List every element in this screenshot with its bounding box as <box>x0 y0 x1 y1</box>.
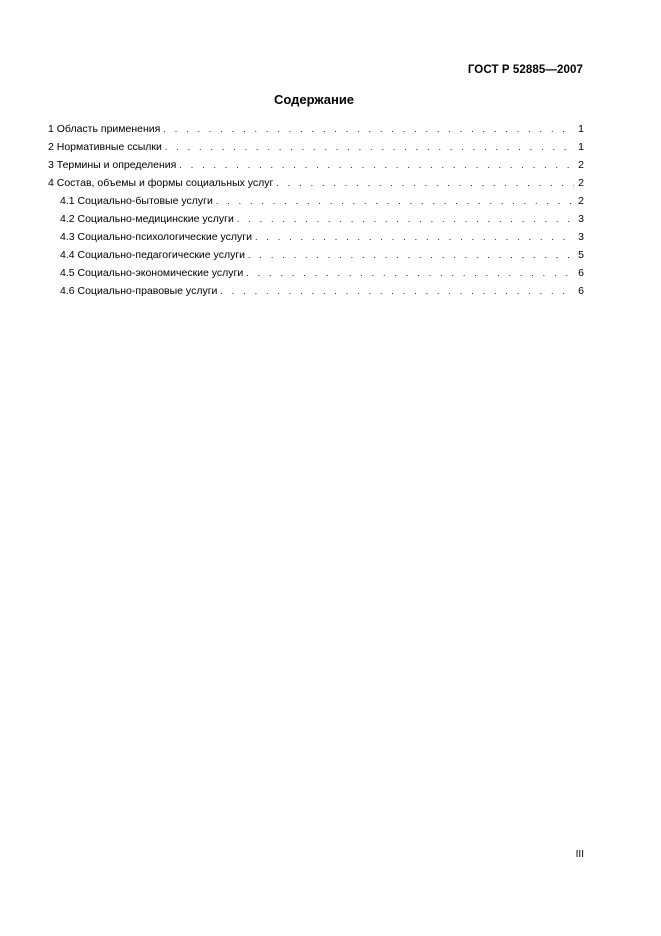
toc-item-label: 4.2 Социально-медицинские услуги <box>60 213 234 225</box>
toc-item-page: 2 <box>578 159 584 171</box>
toc-item-label: 4.4 Социально-педагогические услуги <box>60 249 246 261</box>
toc-dot-leader <box>248 246 574 264</box>
document-code: ГОСТ Р 52885—2007 <box>467 64 583 76</box>
toc-item-label: 4.5 Социально-экономические услуги <box>60 267 244 279</box>
toc-item-page: 3 <box>578 231 584 243</box>
toc-item-page: 6 <box>578 267 584 279</box>
toc-dot-leader <box>163 120 574 138</box>
toc-item-page: 2 <box>578 177 584 189</box>
toc-item-page: 2 <box>578 195 584 207</box>
table-of-contents <box>48 120 584 300</box>
toc-dot-leader <box>246 264 574 282</box>
toc-item-page: 3 <box>578 213 584 225</box>
toc-item-4-1[interactable] <box>48 192 584 210</box>
toc-item-4-6[interactable] <box>48 282 584 300</box>
toc-dot-leader <box>216 192 574 210</box>
toc-item-4[interactable] <box>48 174 584 192</box>
toc-item-4-3[interactable] <box>48 228 584 246</box>
toc-item-3[interactable] <box>48 156 584 174</box>
toc-item-label: 4.6 Социально-правовые услуги <box>60 285 218 297</box>
toc-item-label: 4.3 Социально-психологические услуги <box>60 231 252 243</box>
toc-item-page: 1 <box>578 141 584 153</box>
toc-item-page: 5 <box>578 249 584 261</box>
toc-item-page: 1 <box>578 123 584 135</box>
toc-dot-leader <box>165 138 574 156</box>
toc-item-label: 4 Состав, объемы и формы социальных услуг <box>48 177 274 189</box>
toc-item-label: 2 Нормативные ссылки <box>48 141 162 153</box>
toc-dot-leader <box>237 210 574 228</box>
toc-dot-leader <box>220 282 574 300</box>
toc-item-label: 3 Термины и определения <box>48 159 177 171</box>
toc-item-page: 6 <box>578 285 584 297</box>
toc-item-label: 4.1 Социально-бытовые услуги <box>60 195 213 207</box>
toc-dot-leader <box>255 228 574 246</box>
toc-item-label: 1 Область применения <box>48 123 161 135</box>
page-number: III <box>575 849 584 860</box>
toc-dot-leader <box>276 174 574 192</box>
toc-item-4-2[interactable] <box>48 210 584 228</box>
toc-item-2[interactable] <box>48 138 584 156</box>
toc-title: Содержание <box>273 92 355 107</box>
toc-dot-leader <box>179 156 574 174</box>
toc-item-4-4[interactable] <box>48 246 584 264</box>
toc-item-4-5[interactable] <box>48 264 584 282</box>
toc-item-1[interactable] <box>48 120 584 138</box>
